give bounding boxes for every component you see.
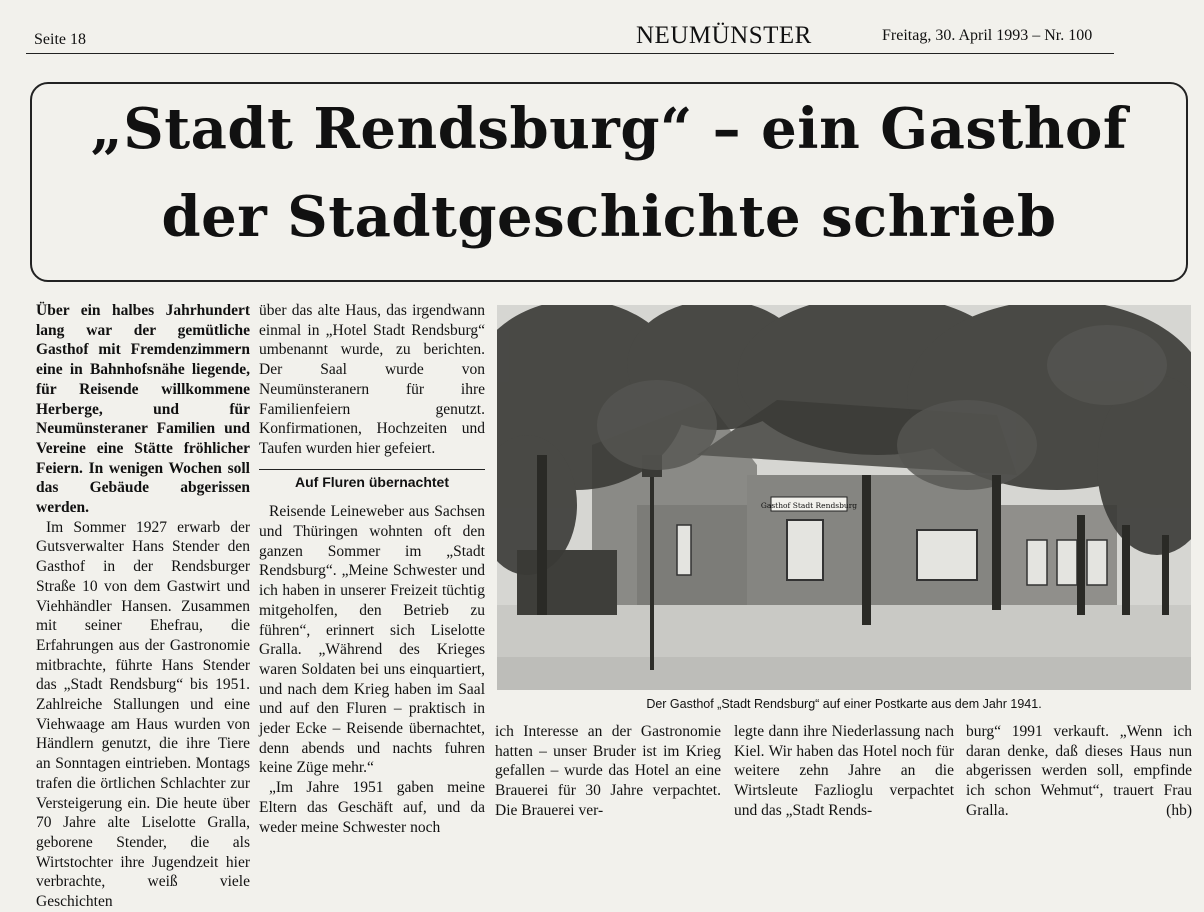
headline-line-2: der Stadtgeschichte schrieb — [161, 184, 1057, 250]
section-title: NEUMÜNSTER — [636, 22, 812, 49]
article-paragraph: legte dann ihre Niederlassung nach Kiel. Wir haben das Hotel noch für weitere zehn Jahre an die Wirtsleute Fazlioglu verpachtet und das „Stadt Rends- — [734, 723, 954, 819]
article-lead: Über ein halbes Jahrhundert lang war der gemütliche Gasthof mit Fremdenzimmern eine in Bahnhofsnähe liegende, für Reisende willkommene Herberge, und für Neumünsteraner Familien und Vereine eine Stätte fröhlicher Feiern. In wenigen Wochen soll das Gebäude abgerissen werden. — [36, 302, 250, 517]
article-paragraph: Reisende Leineweber aus Sachsen und Thüringen wohnten oft den ganzen Sommer im „Stadt Rendsburg“. „Meine Schwester und ich haben in unserer Freizeit tüchtig mitgeholfen, den Betrieb zu führen“, erinnert sich Liselotte Gralla. „Während des Krieges waren Soldaten bei uns einquartiert, und nach dem Krieg haben im Saal und auf den Fluren – praktisch in jeder Ecke – Reisende übernachtet, denn abends und nachts fuhren keine Züge mehr.“ — [259, 503, 485, 777]
page-number: Seite 18 — [34, 31, 86, 48]
article-subheading: Auf Fluren übernachtet — [259, 469, 485, 493]
headline-line-1: „Stadt Rendsburg“ – ein Gasthof — [90, 96, 1128, 162]
article-column-2 — [259, 301, 485, 837]
article-column-1 — [36, 301, 250, 912]
page-header — [0, 0, 1204, 60]
article-column-3 — [495, 722, 721, 821]
article-paragraph: „Im Jahre 1951 gaben meine Eltern das Geschäft auf, und da weder meine Schwester noch — [259, 779, 485, 836]
postcard-photo — [497, 305, 1191, 690]
author-signature: (hb) — [1166, 801, 1192, 819]
photo-caption: Der Gasthof „Stadt Rendsburg“ auf einer Postkarte aus dem Jahr 1941. — [646, 697, 1042, 711]
article-paragraph: über das alte Haus, das irgendwann einmal in „Hotel Stadt Rendsburg“ umbenannt wurde, zu berichten. Der Saal wurde von Neumünsteranern für ihre Familienfeiern genutzt. Konfirmationen, Hochzeiten und Taufen wurden hier gefeiert. — [259, 302, 485, 457]
article-column-4 — [734, 722, 954, 821]
article-paragraph: ich Interesse an der Gastronomie hatten – unser Bruder ist im Krieg gefallen – wurde das Hotel an eine Brauerei für 30 Jahre verpachtet. Die Brauerei ver- — [495, 723, 721, 819]
building-sign: Gasthof Stadt Rendsburg — [760, 501, 858, 510]
article-column-5 — [966, 722, 1192, 821]
header-rule — [26, 53, 1114, 54]
article-paragraph: Im Sommer 1927 erwarb der Gutsverwalter Hans Stender den Gasthof in der Rendsburger Straße 10 von dem Gastwirt und Viehhändler Hansen. Zusammen mit seiner Ehefrau, die Erfahrungen aus der Gastronomie mitbrachte, führte Hans Stender das „Stadt Rendsburg“ bis 1951. Zahlreiche Stallungen und eine Viehwaage am Haus wurden von Händlern genutzt, die ihre Tiere an Sonntagen eintrieben. Montags trafen die örtlichen Schlachter zur Versteigerung ein. Die heute über 70 Jahre alte Liselotte Gralla, geborene Stender, die als Wirtstochter ihre Jugendzeit hier verbrachte, weiß viele Geschichten — [36, 518, 250, 911]
article-paragraph: burg“ 1991 verkauft. „Wenn ich daran denke, daß dieses Haus nun abgerissen werden soll, empfinde ich schon Wehmut“, trauert Frau Gralla. — [966, 723, 1192, 819]
headline-box — [30, 82, 1188, 282]
issue-date: Freitag, 30. April 1993 – Nr. 100 — [882, 27, 1093, 44]
gasthof-illustration — [497, 305, 1191, 690]
